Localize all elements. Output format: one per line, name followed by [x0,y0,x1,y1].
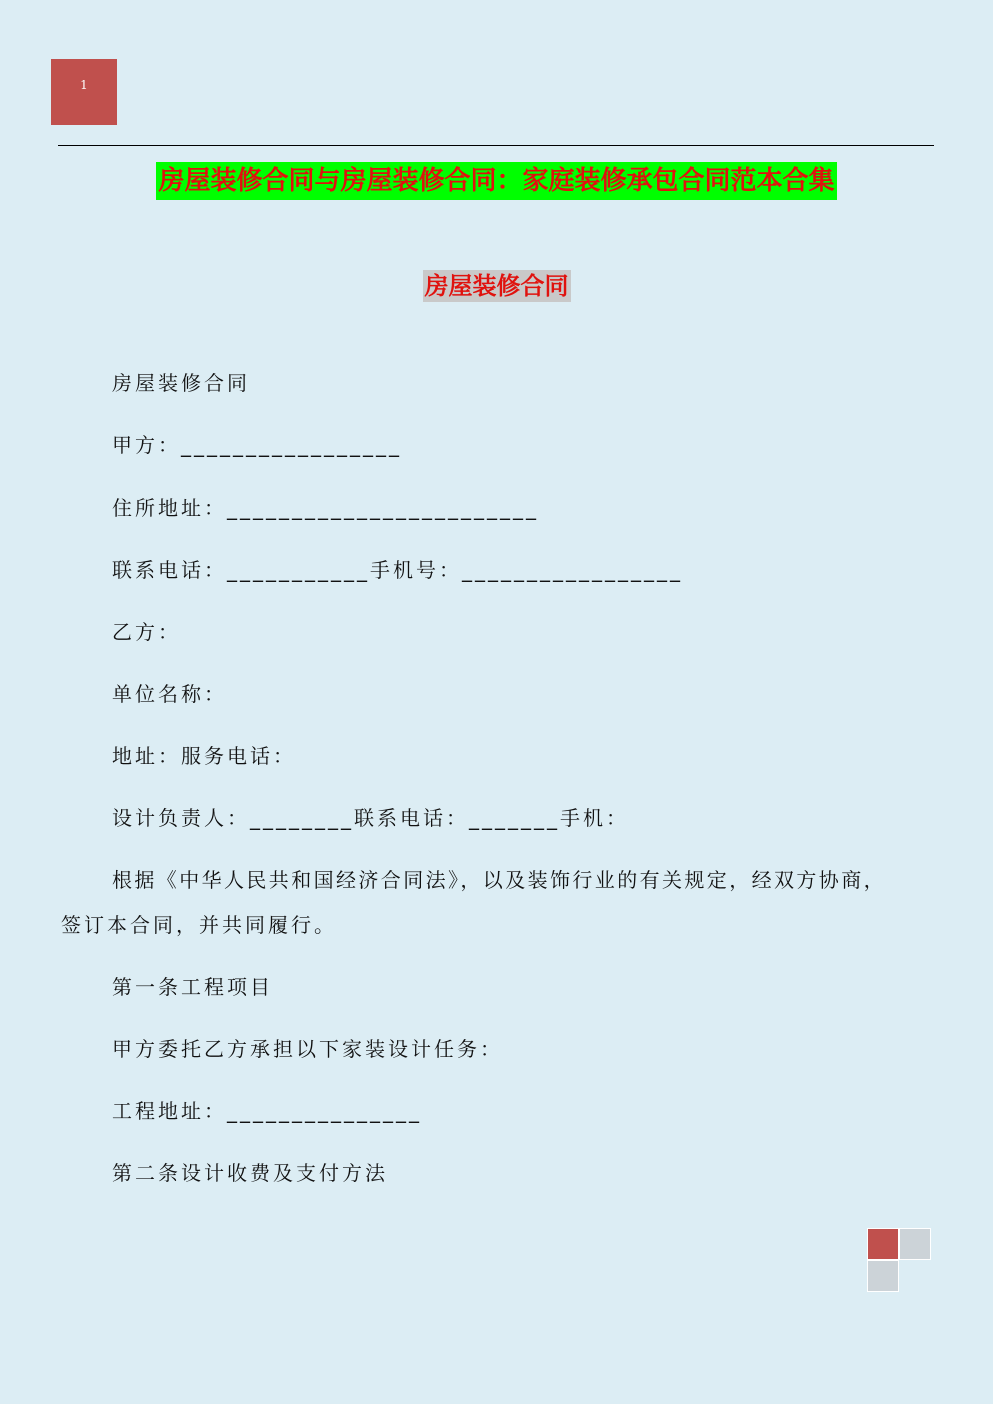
body-line: 乙方： [112,620,181,644]
body-line: 联系电话：___________手机号：_________________ [112,558,683,582]
body-line: 根据《中华人民共和国经济合同法》，以及装饰行业的有关规定，经双方协商， [112,868,886,892]
header-divider [58,145,934,146]
body-line: 住所地址：________________________ [112,496,539,520]
document-title: 房屋装修合同与房屋装修合同：家庭装修承包合同范本合集 [156,162,836,200]
body-line: 地址：服务电话： [112,744,296,768]
body-line: 工程地址：_______________ [112,1099,422,1123]
corner-square-gray [899,1228,931,1260]
contract-subtitle: 房屋装修合同 [424,271,569,300]
contract-subtitle-container [0,270,993,302]
body-line: 第二条设计收费及支付方法 [112,1161,388,1185]
document-title-container [0,162,993,200]
body-line: 签订本合同，并共同履行。 [61,913,337,937]
body-line: 甲方：_________________ [112,433,402,457]
body-line: 设计负责人：________联系电话：_______手机： [112,806,629,830]
body-line: 甲方委托乙方承担以下家装设计任务： [112,1037,503,1061]
corner-square-red [867,1228,899,1260]
body-line: 第一条工程项目 [112,975,273,999]
page-number: 1 [80,78,88,92]
body-line: 房屋装修合同 [112,371,250,395]
page-number-badge [51,59,117,125]
body-line: 单位名称： [112,682,227,706]
corner-square-gray [867,1260,899,1292]
